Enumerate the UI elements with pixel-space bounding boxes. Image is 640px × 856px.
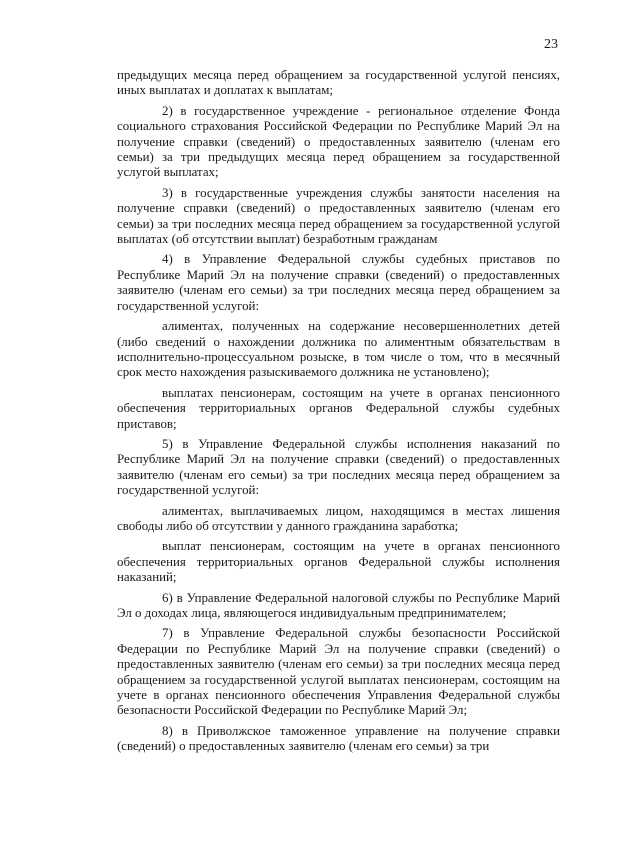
paragraph-item-7: 7) в Управление Федеральной службы безопасности Российской Федерации по Республике Марий Эл на получение справки (сведений) о предоставленных заявителю (членам его семьи) за три последних месяца перед обращением за государственной услугой выплатах пенсионерам, состоящим на учете в органах пенсионного обеспечения Управления Федеральной службы безопасности Российской Федерации по Республике Марий Эл; bbox=[117, 626, 560, 718]
paragraph-item-3: 3) в государственные учреждения службы занятости населения на получение справки (сведений) о предоставленных заявителю (членам его семьи) за три последних месяца перед обращением за государственной услугой выплатах (об отсутствии выплат) безработным гражданам bbox=[117, 185, 560, 247]
paragraph-continuation: предыдущих месяца перед обращением за государственной услугой пенсиях, иных выплатах и доплатах к выплатам; bbox=[117, 68, 560, 98]
paragraph-item-5-alimony: алиментах, выплачиваемых лицом, находящимся в местах лишения свободы либо об отсутствии у данного гражданина заработка; bbox=[117, 503, 560, 533]
paragraph-item-2: 2) в государственное учреждение - региональное отделение Фонда социального страхования Российской Федерации по Республике Марий Эл на получение справки (сведений) о предоставленных заявителю (членам его семьи) за три предыдущих месяца перед обращением за государственной услугой выплатах; bbox=[117, 103, 560, 180]
paragraph-item-4: 4) в Управление Федеральной службы судебных приставов по Республике Марий Эл на получение справки (сведений) о предоставленных заявителю (членам его семьи) за три последних месяца перед обращением за государственной услугой: bbox=[117, 252, 560, 313]
paragraph-item-4-alimony: алиментах, полученных на содержание несовершеннолетних детей (либо сведений о нахождении должника по алиментным обязательствам в исполнительно-процессуальном розыске, в том числе о том, что в месячный срок место нахождения разыскиваемого должника не установлено); bbox=[117, 319, 560, 380]
paragraph-item-4-pensions: выплатах пенсионерам, состоящим на учете в органах пенсионного обеспечения территориальных органов Федеральной службы судебных приставов; bbox=[117, 385, 560, 431]
paragraph-item-5: 5) в Управление Федеральной службы исполнения наказаний по Республике Марий Эл на получение справки (сведений) о предоставленных заявителю (членам его семьи) за три последних месяца перед обращением за государственной услугой: bbox=[117, 436, 560, 498]
page-number: 23 bbox=[544, 37, 558, 52]
paragraph-item-6: 6) в Управление Федеральной налоговой службы по Республике Марий Эл о доходах лица, являющегося индивидуальным предпринимателем; bbox=[117, 590, 560, 620]
paragraph-item-5-pensions: выплат пенсионерам, состоящим на учете в органах пенсионного обеспечения территориальных органов Федеральной службы исполнения наказаний; bbox=[117, 539, 560, 585]
paragraph-item-8: 8) в Приволжское таможенное управление на получение справки (сведений) о предоставленных заявителю (членам его семьи) за три bbox=[117, 723, 560, 754]
document-body bbox=[117, 68, 560, 755]
